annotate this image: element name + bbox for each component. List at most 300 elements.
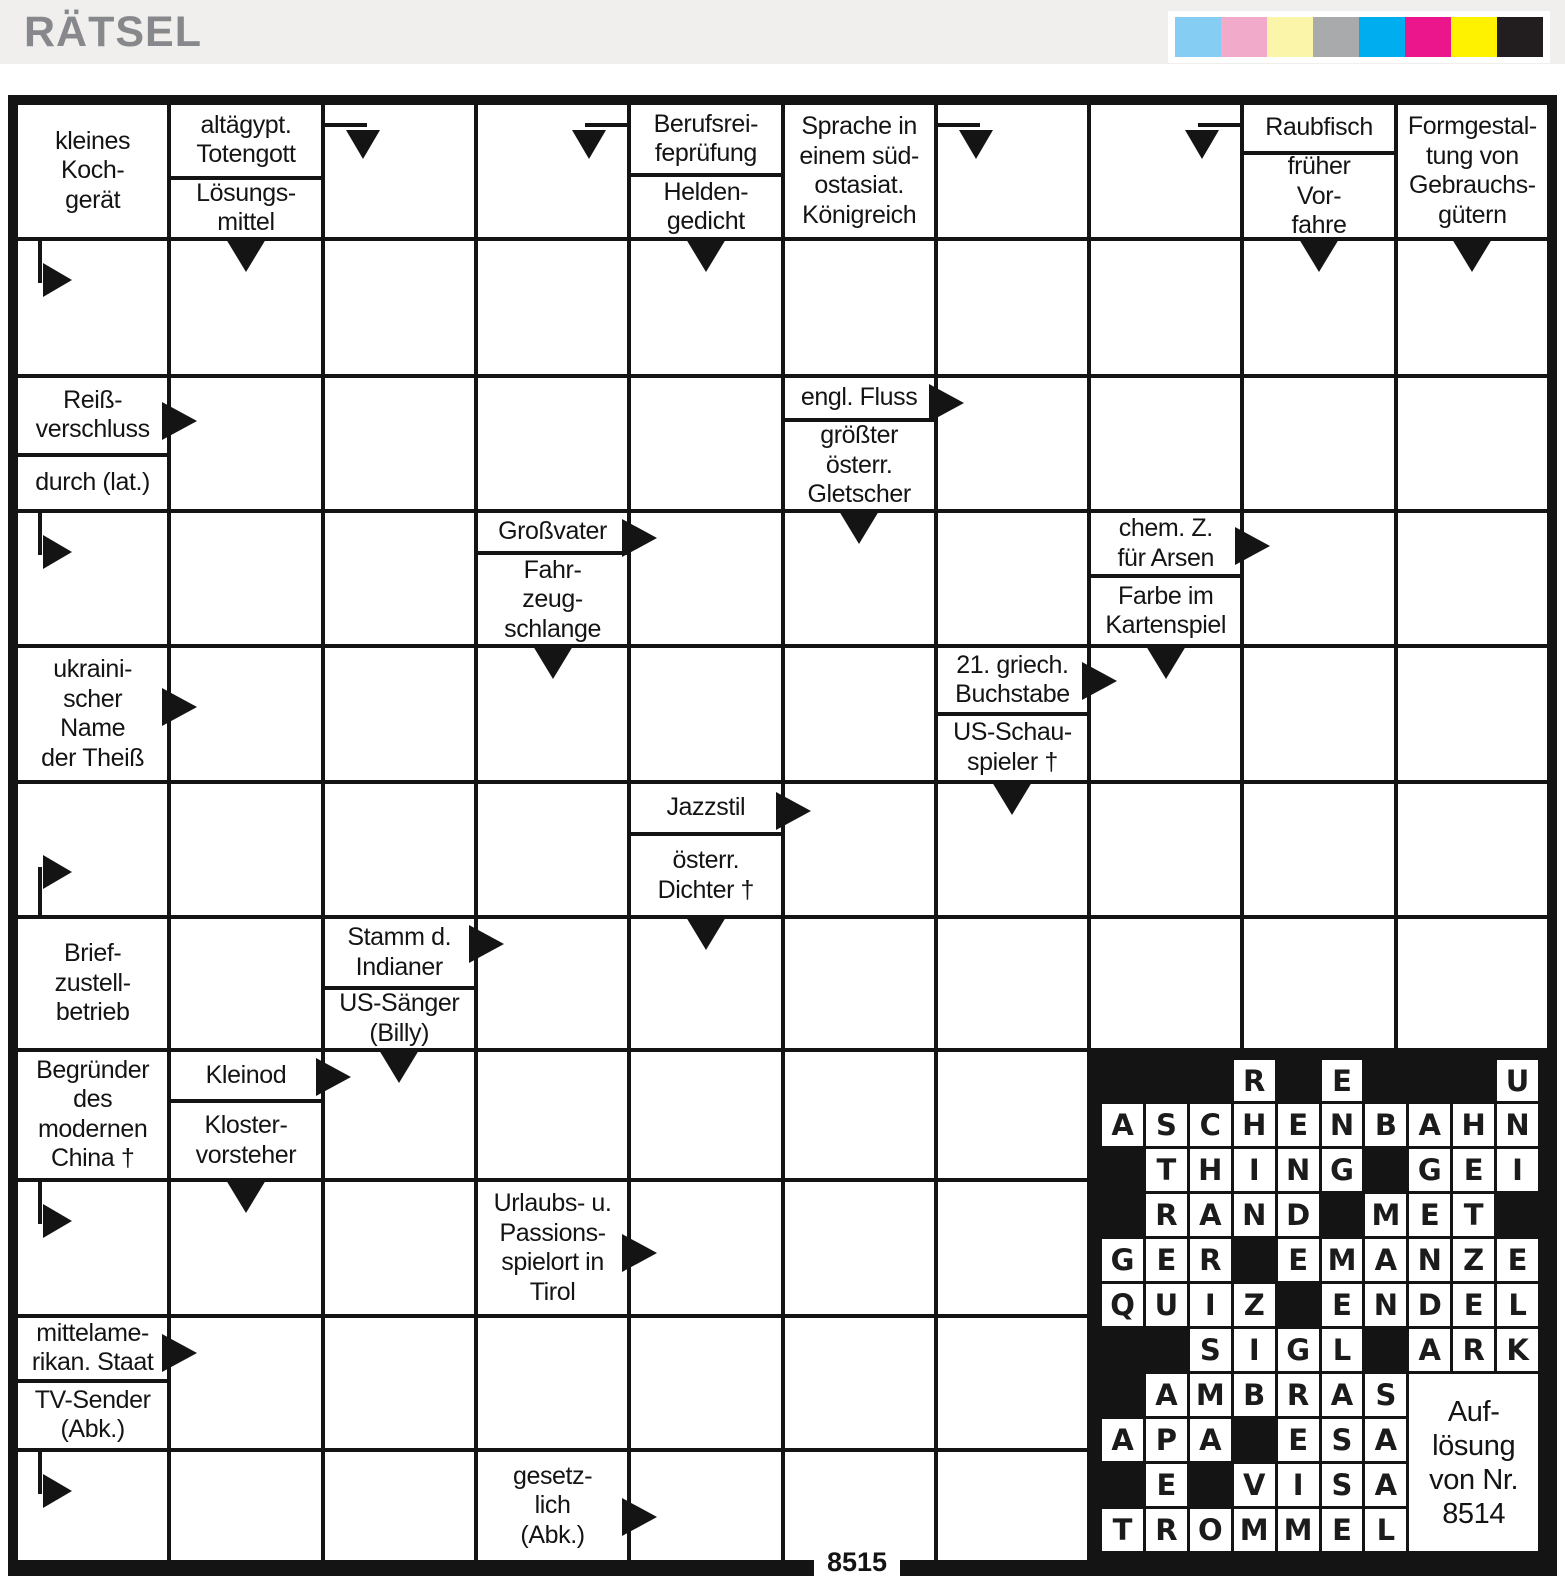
clue-line: Kloster- <box>204 1111 288 1140</box>
answer-cell[interactable] <box>1398 241 1547 373</box>
answer-cell[interactable] <box>171 378 320 509</box>
clue-line: mittelame- <box>36 1318 149 1347</box>
solution-caption-line: 8514 <box>1442 1497 1506 1530</box>
solution-letter-cell: M <box>1234 1509 1275 1551</box>
answer-cell[interactable] <box>785 919 934 1047</box>
solution-letter-cell: E <box>1322 1060 1363 1102</box>
solution-letter-cell: S <box>1322 1464 1363 1506</box>
clue-line: früher <box>1287 152 1351 180</box>
clue-line: Stamm d. <box>347 923 452 952</box>
solution-letter-cell: V <box>1234 1464 1275 1506</box>
clue-line: kleines <box>55 126 131 155</box>
right-arrow-icon <box>162 1334 197 1372</box>
solution-letter-cell: L <box>1322 1329 1363 1371</box>
answer-cell[interactable] <box>325 241 474 373</box>
bend-right-arrow-icon <box>34 513 98 577</box>
answer-cell[interactable] <box>1244 648 1393 779</box>
clue-line: scher <box>63 684 123 713</box>
answer-cell[interactable] <box>18 784 167 915</box>
solution-letter-cell: E <box>1453 1284 1494 1326</box>
answer-cell[interactable] <box>938 784 1087 915</box>
solution-letter-cell: R <box>1234 1060 1275 1102</box>
answer-cell[interactable] <box>785 241 934 373</box>
down-arrow-icon <box>533 646 573 679</box>
clue-section <box>478 513 627 551</box>
answer-cell[interactable] <box>171 1182 320 1314</box>
answer-cell[interactable] <box>1244 378 1393 509</box>
solution-letter-cell: E <box>1146 1239 1187 1281</box>
clue-line: Dichter † <box>657 875 755 904</box>
answer-cell[interactable] <box>785 1052 934 1179</box>
solution-letter-cell: D <box>1278 1194 1319 1236</box>
clue-line: mittel <box>217 208 275 237</box>
clue-line: tung von <box>1425 141 1519 170</box>
color-swatch <box>1451 17 1497 57</box>
right-arrow-icon <box>162 688 197 726</box>
clue-line: Gletscher <box>807 480 911 509</box>
answer-cell[interactable] <box>171 1452 320 1560</box>
answer-cell[interactable] <box>938 1182 1087 1314</box>
down-arrow-icon <box>1452 239 1492 272</box>
right-arrow-icon <box>929 384 964 422</box>
solution-letter-cell: Z <box>1234 1284 1275 1326</box>
solution-letter-cell: N <box>1234 1194 1275 1236</box>
answer-cell[interactable] <box>171 513 320 644</box>
solution-letter-cell: M <box>1365 1194 1406 1236</box>
solution-letter-cell: E <box>1453 1149 1494 1191</box>
clue-line: China † <box>50 1144 135 1173</box>
solution-letter-cell: I <box>1190 1284 1231 1326</box>
solution-letter-cell: A <box>1190 1194 1231 1236</box>
answer-cell[interactable] <box>171 784 320 915</box>
clue-cell <box>1244 105 1393 237</box>
answer-cell[interactable] <box>18 1452 167 1560</box>
color-swatch <box>1267 17 1313 57</box>
clue-line: fahre <box>1291 211 1347 238</box>
answer-cell[interactable] <box>631 513 780 644</box>
answer-cell[interactable] <box>478 648 627 779</box>
clue-cell <box>785 378 934 509</box>
clue-section <box>631 784 780 832</box>
clue-line: TV-Sender <box>34 1385 151 1414</box>
answer-cell[interactable] <box>631 648 780 779</box>
clue-cell <box>478 1452 627 1560</box>
answer-cell[interactable] <box>478 241 627 373</box>
solution-letter-cell: M <box>1190 1374 1231 1416</box>
clue-line: verschluss <box>35 415 150 444</box>
clue-section <box>785 418 934 509</box>
clue-line: Formgestal- <box>1407 112 1537 141</box>
clue-line: 21. griech. <box>956 650 1069 679</box>
solution-letter-cell: I <box>1234 1329 1275 1371</box>
clue-cell <box>18 648 167 779</box>
answer-cell[interactable] <box>1091 784 1240 915</box>
answer-cell[interactable] <box>785 1182 934 1314</box>
clue-line: schlange <box>504 614 601 643</box>
answer-cell[interactable] <box>325 1318 474 1447</box>
solution-letter-cell: M <box>1278 1509 1319 1551</box>
clue-line: spieler † <box>966 747 1058 776</box>
clue-cell <box>1398 105 1547 237</box>
solution-block <box>1091 1052 1547 1560</box>
solution-letter-cell: N <box>1278 1149 1319 1191</box>
answer-cell[interactable] <box>938 241 1087 373</box>
solution-letter-cell: E <box>1322 1509 1363 1551</box>
solution-letter-cell: R <box>1453 1329 1494 1371</box>
clue-cell <box>478 1182 627 1314</box>
bend-right-arrow-icon <box>34 1182 98 1246</box>
right-arrow-icon <box>1082 662 1117 700</box>
clue-line: Totengott <box>196 140 296 169</box>
clue-section <box>631 832 780 915</box>
solution-letter-cell: R <box>1190 1239 1231 1281</box>
clue-line: gesetz- <box>512 1461 593 1490</box>
clue-line: des <box>73 1085 113 1114</box>
answer-cell[interactable] <box>1398 784 1547 915</box>
clue-line: feprüfung <box>654 139 757 167</box>
clue-line: Reiß- <box>63 385 123 414</box>
right-arrow-icon <box>622 519 657 557</box>
clue-line: ukraini- <box>53 655 133 684</box>
clue-section <box>1091 574 1240 644</box>
answer-cell[interactable] <box>938 1052 1087 1179</box>
clue-line: engl. Fluss <box>800 383 918 412</box>
answer-cell[interactable] <box>631 1452 780 1560</box>
answer-cell[interactable] <box>478 1318 627 1447</box>
answer-cell[interactable] <box>1398 378 1547 509</box>
clue-line: altägypt. <box>200 110 292 139</box>
clue-line: gerät <box>65 185 121 214</box>
clue-section <box>785 378 934 419</box>
crossword-grid <box>8 95 1557 1576</box>
answer-cell[interactable] <box>478 784 627 915</box>
answer-cell[interactable] <box>785 1452 934 1560</box>
clue-line: österr. <box>825 450 893 479</box>
solution-letter-cell: H <box>1234 1104 1275 1146</box>
solution-letter-cell: U <box>1497 1060 1538 1102</box>
clue-line: Indianer <box>355 952 443 981</box>
bend-down-arrow-icon <box>1194 123 1240 187</box>
solution-letter-cell: E <box>1146 1464 1187 1506</box>
answer-cell[interactable] <box>478 378 627 509</box>
clue-cell <box>938 648 1087 779</box>
right-arrow-icon <box>162 402 197 440</box>
clue-line: rikan. Staat <box>31 1348 154 1377</box>
clue-line: Koch- <box>60 156 125 185</box>
solution-letter-cell: M <box>1322 1239 1363 1281</box>
clue-line: Vor- <box>1296 181 1342 210</box>
answer-cell[interactable] <box>325 1052 474 1179</box>
clue-line: betrieb <box>55 998 130 1027</box>
solution-letter-cell: B <box>1234 1374 1275 1416</box>
clue-cell <box>478 513 627 644</box>
clue-line: (Abk.) <box>520 1520 585 1549</box>
solution-caption <box>1409 1374 1538 1551</box>
answer-cell[interactable] <box>1091 919 1240 1047</box>
color-swatch <box>1175 17 1221 57</box>
right-arrow-icon <box>776 792 811 830</box>
answer-cell[interactable] <box>18 241 167 373</box>
solution-letter-cell: A <box>1409 1329 1450 1371</box>
clue-section <box>171 176 320 238</box>
color-swatch <box>1497 17 1543 57</box>
solution-letter-cell: P <box>1146 1419 1187 1461</box>
clue-section <box>785 105 934 237</box>
clue-section <box>938 712 1087 780</box>
down-arrow-icon <box>839 511 879 544</box>
clue-section <box>938 648 1087 712</box>
color-swatch <box>1221 17 1267 57</box>
clue-line: Lösungs- <box>196 178 296 207</box>
color-swatch <box>1405 17 1451 57</box>
solution-caption-line: Auf- <box>1447 1395 1500 1428</box>
clue-section <box>171 1099 320 1178</box>
solution-letter-cell: Z <box>1453 1239 1494 1281</box>
answer-cell[interactable] <box>1398 648 1547 779</box>
clue-section <box>18 105 167 237</box>
solution-letter-cell: G <box>1409 1149 1450 1191</box>
solution-letter-cell: G <box>1322 1149 1363 1191</box>
solution-letter-cell: S <box>1322 1419 1363 1461</box>
clue-cell <box>18 1052 167 1179</box>
solution-letter-cell: T <box>1102 1509 1143 1551</box>
clue-line: gütern <box>1438 200 1507 229</box>
answer-cell[interactable] <box>1244 919 1393 1047</box>
solution-letter-cell: N <box>1365 1284 1406 1326</box>
clue-cell <box>1091 513 1240 644</box>
solution-letter-cell: G <box>1102 1239 1143 1281</box>
down-arrow-icon <box>379 1050 419 1083</box>
answer-cell[interactable] <box>938 919 1087 1047</box>
solution-letter-cell: E <box>1278 1104 1319 1146</box>
answer-cell[interactable] <box>325 784 474 915</box>
clue-line: Königreich <box>802 200 917 229</box>
answer-cell[interactable] <box>938 105 1087 237</box>
clue-line: Begründer <box>36 1055 150 1084</box>
clue-line: durch (lat.) <box>35 468 150 497</box>
answer-cell[interactable] <box>1244 241 1393 373</box>
solution-letter-cell: Q <box>1102 1284 1143 1326</box>
answer-cell[interactable] <box>1244 784 1393 915</box>
answer-cell[interactable] <box>18 513 167 644</box>
clue-section <box>478 1452 627 1560</box>
solution-letter-cell: I <box>1497 1149 1538 1191</box>
clue-line: Tirol <box>529 1277 576 1306</box>
clue-section <box>18 453 167 509</box>
clue-line: US-Schau- <box>953 718 1072 747</box>
answer-cell[interactable] <box>938 1452 1087 1560</box>
down-arrow-icon <box>226 1180 266 1213</box>
clue-cell <box>171 105 320 237</box>
clue-line: zustell- <box>54 968 131 997</box>
answer-cell[interactable] <box>785 513 934 644</box>
down-arrow-icon <box>1146 646 1186 679</box>
answer-cell[interactable] <box>631 1318 780 1447</box>
solution-letter-cell: I <box>1234 1149 1275 1191</box>
answer-cell[interactable] <box>171 648 320 779</box>
clue-section <box>325 919 474 986</box>
down-arrow-icon <box>686 239 726 272</box>
clue-line: Fahr- <box>523 555 582 584</box>
answer-cell[interactable] <box>325 378 474 509</box>
answer-cell[interactable] <box>1398 919 1547 1047</box>
answer-cell[interactable] <box>938 513 1087 644</box>
solution-letter-cell: R <box>1146 1194 1187 1236</box>
clue-cell <box>18 105 167 237</box>
clue-line: einem süd- <box>799 141 919 170</box>
solution-letter-cell: A <box>1102 1419 1143 1461</box>
clue-line: Berufsrei- <box>653 109 759 138</box>
solution-letter-cell: H <box>1190 1149 1231 1191</box>
answer-cell[interactable] <box>325 1182 474 1314</box>
page-header <box>0 0 1565 64</box>
answer-cell[interactable] <box>1091 378 1240 509</box>
solution-letter-cell: A <box>1102 1104 1143 1146</box>
clue-line: Brief- <box>63 939 122 968</box>
solution-letter-cell: E <box>1322 1284 1363 1326</box>
solution-letter-cell: G <box>1278 1329 1319 1371</box>
clue-cell <box>18 1318 167 1447</box>
clue-line: Jazzstil <box>666 793 746 822</box>
answer-cell[interactable] <box>631 378 780 509</box>
clue-section <box>171 105 320 176</box>
clue-cell <box>631 105 780 237</box>
right-arrow-icon <box>1235 527 1270 565</box>
clue-line: spielort in <box>501 1248 604 1277</box>
clue-cell <box>325 919 474 1047</box>
bend-right-arrow-icon <box>34 241 98 305</box>
clue-line: Großvater <box>498 517 607 546</box>
bend-down-arrow-icon <box>938 123 984 187</box>
solution-letter-cell: N <box>1409 1239 1450 1281</box>
clue-line: modernen <box>37 1114 148 1143</box>
clue-line: Kleinod <box>205 1060 287 1089</box>
color-swatch <box>1313 17 1359 57</box>
answer-cell[interactable] <box>1398 513 1547 644</box>
clue-line: Farbe im <box>1118 581 1214 610</box>
solution-letter-cell: C <box>1190 1104 1231 1146</box>
answer-cell[interactable] <box>325 513 474 644</box>
answer-cell[interactable] <box>171 919 320 1047</box>
clue-line: Name <box>60 714 126 743</box>
answer-cell[interactable] <box>631 919 780 1047</box>
answer-cell[interactable] <box>938 378 1087 509</box>
solution-letter-cell: U <box>1146 1284 1187 1326</box>
clue-cell <box>18 378 167 509</box>
solution-letter-cell: E <box>1278 1239 1319 1281</box>
solution-letter-cell: H <box>1453 1104 1494 1146</box>
answer-cell[interactable] <box>325 1452 474 1560</box>
answer-cell[interactable] <box>478 919 627 1047</box>
solution-letter-cell: E <box>1409 1194 1450 1236</box>
clue-line: Helden- <box>663 177 749 206</box>
solution-letter-cell: S <box>1365 1374 1406 1416</box>
down-arrow-icon <box>1299 239 1339 272</box>
clue-section <box>478 1182 627 1314</box>
solution-letter-cell: I <box>1278 1464 1319 1506</box>
clue-cell <box>18 919 167 1047</box>
answer-cell[interactable] <box>1091 105 1240 237</box>
clue-section <box>1244 151 1393 237</box>
solution-letter-cell: A <box>1146 1374 1187 1416</box>
clue-line: der Theiß <box>41 743 145 772</box>
answer-cell[interactable] <box>171 1318 320 1447</box>
answer-cell[interactable] <box>325 105 474 237</box>
clue-line: Raubfisch <box>1265 113 1373 142</box>
answer-cell[interactable] <box>631 241 780 373</box>
clue-line: Sprache in <box>801 112 917 141</box>
clue-section <box>1398 105 1547 237</box>
answer-cell[interactable] <box>1091 241 1240 373</box>
clue-cell <box>631 784 780 915</box>
solution-letter-cell: R <box>1278 1374 1319 1416</box>
clue-line: Kartenspiel <box>1105 611 1227 640</box>
solution-letter-cell: A <box>1365 1239 1406 1281</box>
clue-line: (Abk.) <box>60 1415 125 1444</box>
solution-letter-cell: E <box>1497 1239 1538 1281</box>
solution-letter-cell: L <box>1365 1509 1406 1551</box>
solution-letter-cell: N <box>1497 1104 1538 1146</box>
bend-down-arrow-icon <box>581 123 627 187</box>
answer-cell[interactable] <box>18 1182 167 1314</box>
answer-cell[interactable] <box>1244 513 1393 644</box>
clue-line: zeug- <box>522 585 583 614</box>
clue-section <box>18 1379 167 1448</box>
answer-cell[interactable] <box>325 648 474 779</box>
right-arrow-icon <box>622 1498 657 1536</box>
answer-cell[interactable] <box>478 1052 627 1179</box>
down-arrow-icon <box>226 239 266 272</box>
answer-cell[interactable] <box>785 784 934 915</box>
solution-letter-cell: K <box>1497 1329 1538 1371</box>
solution-letter-cell: A <box>1365 1464 1406 1506</box>
clue-line: (Billy) <box>369 1018 430 1047</box>
solution-letter-cell: N <box>1322 1104 1363 1146</box>
clue-line: für Arsen <box>1117 543 1214 572</box>
clue-line: österr. <box>672 846 740 875</box>
solution-letter-cell: R <box>1146 1509 1187 1551</box>
clue-section <box>18 378 167 453</box>
clue-section <box>171 1052 320 1100</box>
clue-line: US-Sänger <box>339 989 460 1018</box>
solution-letter-cell: A <box>1322 1374 1363 1416</box>
color-calibration-bar <box>1168 11 1550 63</box>
answer-cell[interactable] <box>938 1318 1087 1447</box>
answer-cell[interactable] <box>171 241 320 373</box>
clue-line: chem. Z. <box>1118 514 1213 543</box>
answer-cell[interactable] <box>785 1318 934 1447</box>
clue-cell <box>785 105 934 237</box>
answer-cell[interactable] <box>785 648 934 779</box>
clue-section <box>325 986 474 1047</box>
solution-letter-cell: T <box>1453 1194 1494 1236</box>
solution-letter-cell: S <box>1146 1104 1187 1146</box>
clue-line: größter <box>820 421 899 450</box>
answer-cell[interactable] <box>631 1052 780 1179</box>
right-arrow-icon <box>469 925 504 963</box>
clue-section <box>1091 513 1240 574</box>
clue-line: vorsteher <box>195 1140 297 1169</box>
answer-cell[interactable] <box>478 105 627 237</box>
answer-cell[interactable] <box>631 1182 780 1314</box>
clue-line: Passions- <box>499 1218 606 1247</box>
clue-line: Urlaubs- u. <box>493 1189 612 1218</box>
solution-letter-cell: L <box>1497 1284 1538 1326</box>
clue-section <box>18 648 167 779</box>
solution-letter-cell: A <box>1190 1419 1231 1461</box>
solution-letter-cell: T <box>1146 1149 1187 1191</box>
answer-cell[interactable] <box>1091 648 1240 779</box>
